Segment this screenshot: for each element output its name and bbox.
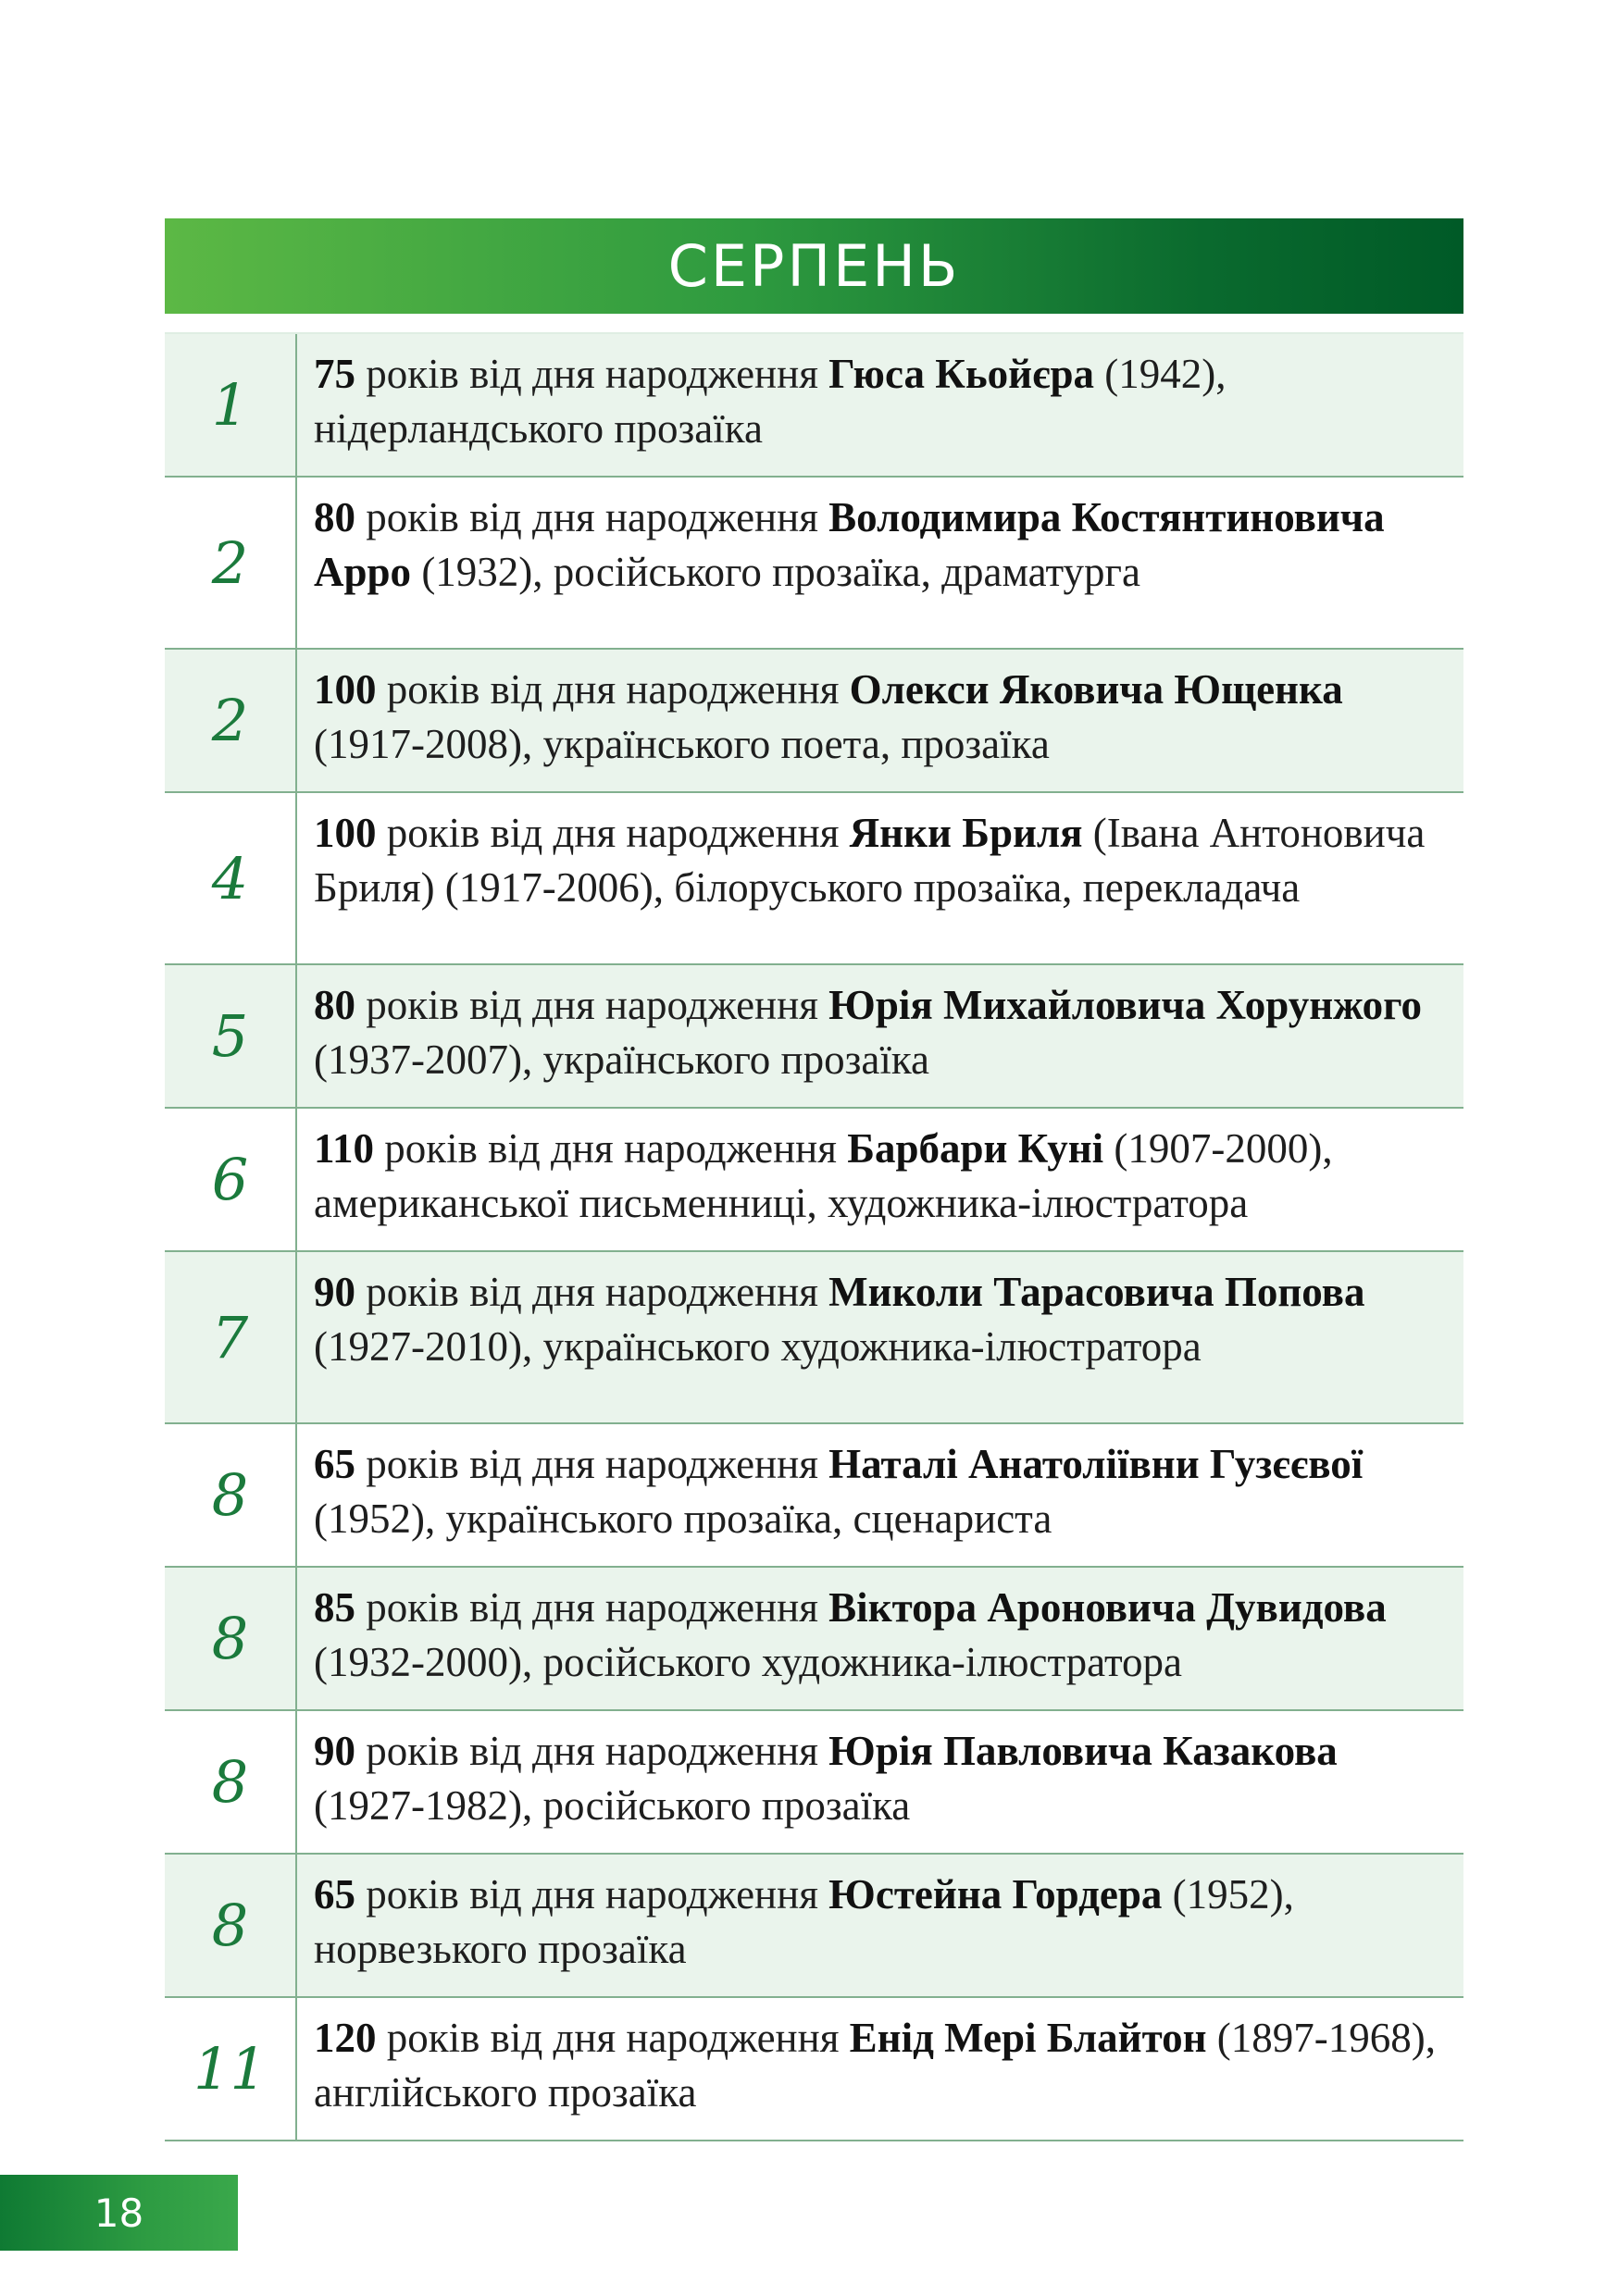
years-number: 80 <box>314 982 355 1028</box>
person-name: Віктора Ароновича Дувидова <box>828 1584 1387 1631</box>
years-number: 80 <box>314 494 355 540</box>
years-number: 100 <box>314 810 377 856</box>
month-title: СЕРПЕНЬ <box>667 232 961 300</box>
person-name: Володимира Костянтиновича Арро <box>314 494 1385 595</box>
day-cell: 4 <box>165 793 297 963</box>
event-details: (1952), українського прозаїка, сценариста <box>314 1496 1052 1542</box>
event-details: (1927-2010), українського художника-ілюстратора <box>314 1323 1202 1370</box>
years-number: 120 <box>314 2015 377 2061</box>
table-row <box>165 1424 1463 1568</box>
years-number: 65 <box>314 1441 355 1487</box>
event-cell <box>297 1109 1463 1250</box>
day-cell: 11 <box>165 1998 297 2140</box>
event-cell <box>297 793 1463 963</box>
person-name: Олекси Яковича Ющенка <box>849 666 1343 713</box>
person-name: Юрія Павловича Казакова <box>828 1728 1338 1774</box>
table-row <box>165 1109 1463 1252</box>
event-phrase: років від дня народження <box>355 982 829 1028</box>
years-number: 100 <box>314 666 377 713</box>
event-details: (1932), російського прозаїка, драматурга <box>411 549 1140 595</box>
day-cell: 8 <box>165 1711 297 1853</box>
event-cell <box>297 1252 1463 1422</box>
person-name: Барбари Куні <box>847 1125 1104 1172</box>
person-name: Юрія Михайловича Хорунжого <box>828 982 1422 1028</box>
table-row <box>165 1252 1463 1424</box>
event-phrase: років від дня народження <box>376 2015 850 2061</box>
years-number: 90 <box>314 1269 355 1315</box>
years-number: 90 <box>314 1728 355 1774</box>
event-phrase: років від дня народження <box>355 1441 829 1487</box>
years-number: 65 <box>314 1871 355 1917</box>
day-cell: 2 <box>165 478 297 648</box>
years-number: 85 <box>314 1584 355 1631</box>
person-name: Гюса Кьойєра <box>828 351 1095 397</box>
month-header <box>165 218 1463 314</box>
event-cell <box>297 1998 1463 2140</box>
day-cell: 7 <box>165 1252 297 1422</box>
event-cell <box>297 1855 1463 1996</box>
table-row <box>165 650 1463 793</box>
table-row <box>165 1855 1463 1998</box>
table-row <box>165 334 1463 478</box>
day-cell: 8 <box>165 1424 297 1566</box>
day-cell: 6 <box>165 1109 297 1250</box>
day-cell: 1 <box>165 334 297 476</box>
person-name: Наталі Анатоліївни Гузєєвої <box>828 1441 1364 1487</box>
person-name: Миколи Тарасовича Попова <box>828 1269 1365 1315</box>
years-number: 75 <box>314 351 355 397</box>
table-row <box>165 1711 1463 1855</box>
table-row <box>165 965 1463 1109</box>
event-cell <box>297 334 1463 476</box>
event-cell <box>297 965 1463 1107</box>
event-phrase: років від дня народження <box>355 351 829 397</box>
event-details: (1927-1982), російського прозаїка <box>314 1782 911 1829</box>
event-phrase: років від дня народження <box>355 1871 829 1917</box>
event-phrase: років від дня народження <box>355 1584 829 1631</box>
event-details: (1907-2000), американської письменниці, художника-ілюстратора <box>314 1125 1333 1226</box>
event-cell <box>297 1568 1463 1709</box>
person-name: Енід Мері Блайтон <box>849 2015 1207 2061</box>
event-phrase: років від дня народження <box>355 1269 829 1315</box>
table-row <box>165 1568 1463 1711</box>
event-details: (1952), норвезького прозаїка <box>314 1871 1294 1972</box>
event-cell <box>297 478 1463 648</box>
person-name: Юстейна Гордера <box>828 1871 1163 1917</box>
event-details: (1942), нідерландського прозаїка <box>314 351 1227 452</box>
page-number: 18 <box>93 2190 144 2236</box>
day-cell: 8 <box>165 1568 297 1709</box>
day-cell: 8 <box>165 1855 297 1996</box>
event-details: (1917-2008), українського поета, прозаїка <box>314 721 1050 767</box>
event-phrase: років від дня народження <box>376 666 850 713</box>
event-phrase: років від дня народження <box>374 1125 848 1172</box>
table-row <box>165 478 1463 650</box>
event-details: (1937-2007), українського прозаїка <box>314 1036 930 1083</box>
years-number: 110 <box>314 1125 375 1172</box>
anniversary-table <box>165 332 1463 2141</box>
person-name: Янки Бриля <box>849 810 1083 856</box>
event-cell <box>297 1711 1463 1853</box>
day-cell: 2 <box>165 650 297 791</box>
table-row <box>165 793 1463 965</box>
event-details: (1897-1968), англійського прозаїка <box>314 2015 1437 2116</box>
page-number-badge <box>0 2175 238 2251</box>
event-details: (1932-2000), російського художника-ілюстратора <box>314 1639 1183 1685</box>
event-phrase: років від дня народження <box>355 1728 829 1774</box>
day-cell: 5 <box>165 965 297 1107</box>
table-row <box>165 1998 1463 2141</box>
event-cell <box>297 650 1463 791</box>
event-cell <box>297 1424 1463 1566</box>
event-phrase: років від дня народження <box>355 494 829 540</box>
event-details: (Івана Антоновича Бриля) (1917-2006), білоруського прозаїка, перекладача <box>314 810 1426 911</box>
event-phrase: років від дня народження <box>376 810 850 856</box>
